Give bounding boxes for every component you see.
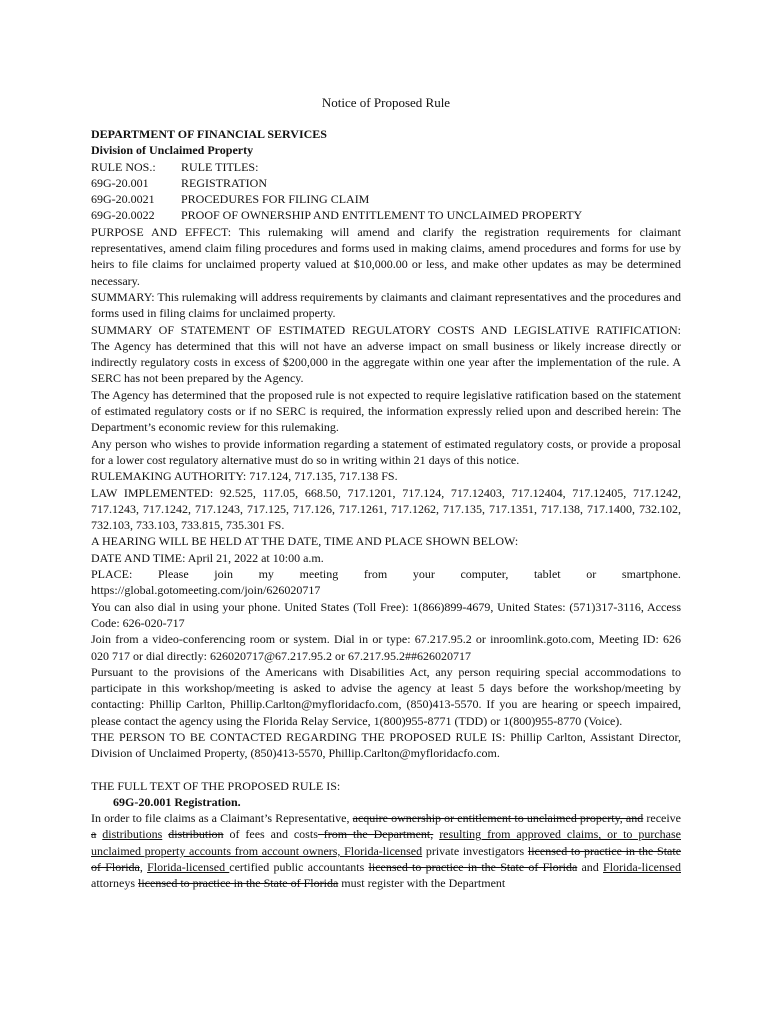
serc-paragraph-1: The Agency has determined that this will not have an adverse impact on small business or likely increase directly or indirectly regulatory costs in excess of $200,000 in the aggregate within one year after the implementation of the rule. A SERC has not been prepared by the Agency. (91, 338, 681, 386)
deleted-text: acquire ownership or entitlement to unclaimed property, and (352, 811, 644, 826)
rule-text-segment: receive (643, 811, 682, 826)
deleted-text: licensed to practice in the State of Florida (91, 843, 682, 875)
full-text-heading: THE FULL TEXT OF THE PROPOSED RULE IS: (91, 778, 341, 793)
rule-text-segment: In order to file claims as a Claimant’s Representative, (91, 811, 353, 826)
department-name: DEPARTMENT OF FINANCIAL SERVICES (91, 127, 327, 141)
rule-text-segment: must register with the Department (338, 876, 506, 891)
rule-title: PROOF OF OWNERSHIP AND ENTITLEMENT TO UNCLAIMED PROPERTY (181, 208, 583, 223)
rule-text-segment: of fees and costs (223, 827, 318, 842)
inserted-text: Florida-licensed (603, 860, 681, 875)
place-word: smartphone. (621, 567, 681, 582)
place-word: meeting (299, 567, 339, 582)
rule-number: 69G-20.0021 (91, 192, 155, 207)
rules-table-row (91, 207, 681, 223)
section-heading: 69G-20.001 Registration. (113, 794, 241, 809)
purpose-paragraph: PURPOSE AND EFFECT: This rulemaking will amend and clarify the registration requirements for claimant representatives, amend claim filing procedures and forms used in making claims, amend procedures and forms for use by heirs to file claims for unclaimed property valued at $10,000.00 or less, and make other updates as may be determined necessary. (91, 224, 681, 288)
hearing-place-line (91, 566, 681, 582)
place-word: or (586, 567, 597, 582)
video-conference-info: Join from a video-conferencing room or system. Dial in or type: 67.217.95.2 or inroomlink.goto.com, Meeting ID: 626 020 717 or dial directly: 626020717@67.217.95.2 or 67.217.95.2##626020717 (91, 632, 681, 663)
deleted-text: a (91, 827, 97, 842)
place-word: your (412, 567, 435, 582)
spacer (91, 762, 681, 778)
place-word: my (258, 567, 274, 582)
place-word: from (363, 567, 388, 582)
hearing-notice: A HEARING WILL BE HELD AT THE DATE, TIME AND PLACE SHOWN BELOW: (91, 534, 519, 549)
document-title: Notice of Proposed Rule (321, 95, 451, 110)
rule-nos-label: RULE NOS.: (91, 159, 156, 174)
hearing-date-time: DATE AND TIME: April 21, 2022 at 10:00 a.m. (91, 550, 324, 565)
serc-paragraph-3: Any person who wishes to provide information regarding a statement of estimated regulatory costs, or provide a proposal for a lower cost regulatory alternative must do so in writing within 21 days of this notice. (91, 436, 681, 467)
deleted-text: licensed to practice in the State of Florida (138, 876, 339, 891)
rule-text-segment: attorneys (91, 876, 138, 891)
rule-text-segment: and (577, 860, 604, 875)
rule-text-segment: private investigators (422, 843, 528, 858)
place-word: PLACE: (91, 567, 133, 582)
rule-number: 69G-20.0022 (91, 208, 155, 223)
document-body (91, 126, 681, 892)
rule-text-paragraph (91, 810, 681, 891)
place-word: join (214, 567, 233, 582)
rules-table-header (91, 159, 681, 175)
rule-title: PROCEDURES FOR FILING CLAIM (181, 192, 370, 207)
rule-titles-label: RULE TITLES: (181, 159, 259, 174)
inserted-text: resulting from approved claims, or to purchase unclaimed property accounts from account owners, Florida-licensed (91, 827, 681, 858)
rule-number: 69G-20.001 (91, 175, 149, 190)
serc-heading: SUMMARY OF STATEMENT OF ESTIMATED REGULATORY COSTS AND LEGISLATIVE RATIFICATION: (91, 322, 681, 337)
deleted-text: distribution (168, 827, 224, 842)
dial-in-info: You can also dial in using your phone. United States (Toll Free): 1(866)899-4679, United States: (571)317-3116, Access Code: 626-020-717 (91, 599, 681, 630)
law-implemented: LAW IMPLEMENTED: 92.525, 117.05, 668.50, 717.1201, 717.124, 717.12403, 717.12404, 717.12405, 717.1242, 717.1243, 717.1242, 717.1243, 717.125, 717.126, 717.1261, 717.1262, 717.135, 717.1351, 717.138, 717.1400, 732.102, 732.103, 733.103, 733.815, 735.301 FS. (91, 485, 681, 533)
rule-text-segment: , (139, 860, 148, 875)
division-name: Division of Unclaimed Property (91, 143, 254, 158)
meeting-url: https://global.gotomeeting.com/join/626020717 (91, 583, 321, 598)
place-word: tablet (533, 567, 561, 582)
inserted-text: Florida-licensed (147, 860, 230, 875)
serc-paragraph-2: The Agency has determined that the proposed rule is not expected to require legislative ratification based on the statement of estimated regulatory costs or if no SERC is required, the information expressly relied upon and described herein: The Department’s economic review for this rulemaking. (91, 387, 681, 435)
deleted-text: licensed to practice in the State of Florida (368, 860, 578, 875)
inserted-text: distributions (102, 827, 163, 842)
place-word: Please (157, 567, 189, 582)
deleted-text: from the Department, (317, 827, 434, 842)
summary-paragraph: SUMMARY: This rulemaking will address requirements by claimants and claimant representatives and the procedures and forms used in filing claims for unclaimed property. (91, 289, 681, 321)
contact-person: THE PERSON TO BE CONTACTED REGARDING THE PROPOSED RULE IS: Phillip Carlton, Assistant Director, Division of Unclaimed Property, (850)413-5570, Phillip.Carlton@myfloridacfo.com. (91, 729, 681, 761)
rules-table-row (91, 191, 681, 207)
rulemaking-authority: RULEMAKING AUTHORITY: 717.124, 717.135, 717.138 FS. (91, 469, 398, 484)
rule-text-segment: certified public accountants (229, 860, 369, 875)
rules-table-row (91, 175, 681, 191)
rule-title: REGISTRATION (181, 175, 267, 190)
ada-notice: Pursuant to the provisions of the Americans with Disabilities Act, any person requiring special accommodations to participate in this workshop/meeting is asked to advise the agency at least 5 days before the workshop/meeting by contacting: Phillip Carlton, Phillip.Carlton@myfloridacfo.com, (850)413-5570. If you are hearing or speech impaired, please contact the agency using the Florida Relay Service, 1(800)955-8771 (TDD) or 1(800)955-8770 (Voice). (91, 664, 681, 728)
place-word: computer, (460, 567, 509, 582)
